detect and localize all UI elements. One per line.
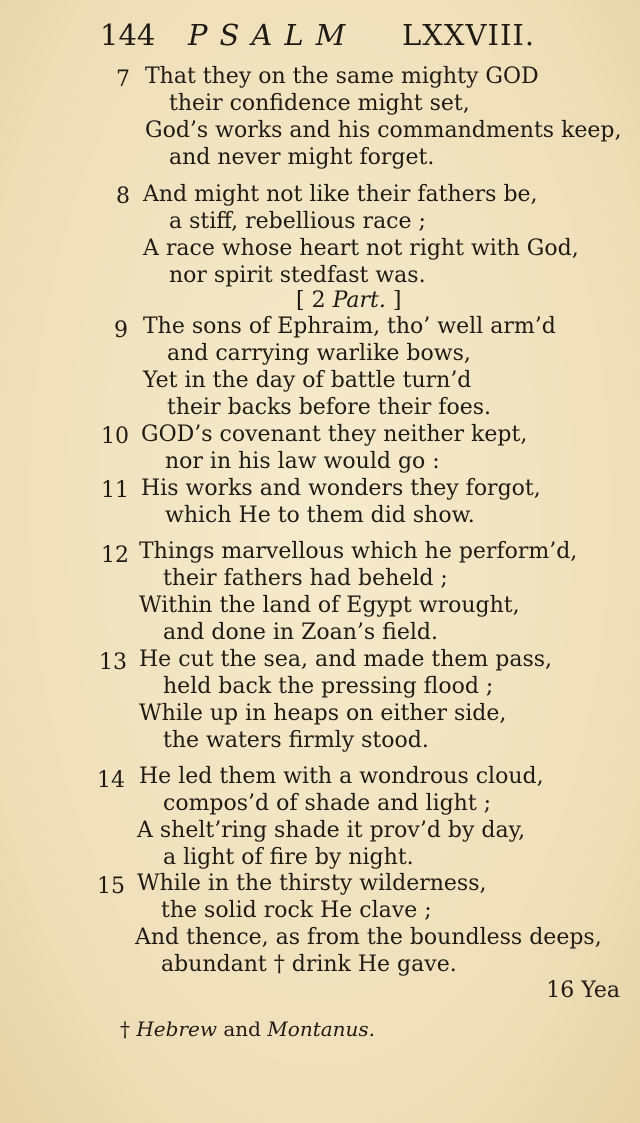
verse-number: 9 [114, 318, 128, 343]
verse-line: their backs before their foes. [167, 395, 491, 420]
part-label: Part. [332, 288, 386, 313]
verse-line: the solid rock He clave ; [161, 898, 432, 923]
part-number: 2 [311, 288, 326, 313]
verse-line: He led them with a wondrous cloud, [139, 764, 544, 789]
verse-line: a stiff, rebellious race ; [169, 209, 426, 234]
verse-line: God’s works and his commandments keep, [145, 118, 622, 143]
verse-line: Within the land of Egypt wrought, [139, 593, 520, 618]
verse-line: abundant † drink He gave. [161, 952, 457, 977]
verse-line: and carrying warlike bows, [167, 341, 471, 366]
verse-number: 10 [101, 424, 129, 449]
verse-line: and done in Zoan’s field. [163, 620, 438, 645]
verse-line: And might not like their fathers be, [143, 182, 538, 207]
page-number: 144 [100, 18, 156, 52]
verse-line: compos’d of shade and light ; [163, 791, 492, 816]
part-marker [296, 288, 401, 314]
dagger-mark: † [120, 1017, 130, 1041]
verse-line: nor in his law would go : [165, 449, 440, 474]
verse-line: While in the thirsty wilderness, [137, 871, 487, 896]
footnote [120, 1016, 375, 1042]
verse-line: While up in heaps on either side, [139, 701, 507, 726]
verse-number: 15 [97, 874, 125, 899]
footnote-source-2: Montanus. [267, 1017, 376, 1041]
verse-number: 8 [116, 184, 130, 209]
footnote-source-1: Hebrew [136, 1017, 217, 1041]
part-open-bracket: [ [296, 288, 305, 313]
verse-line: A race whose heart not right with God, [143, 236, 579, 261]
verse-line: and never might forget. [169, 145, 435, 170]
verse-line: The sons of Ephraim, tho’ well arm’d [143, 314, 556, 339]
verse-number: 11 [101, 478, 129, 503]
verse-line: their confidence might set, [169, 91, 470, 116]
verse-line: their fathers had beheld ; [163, 566, 448, 591]
verse-number: 14 [97, 768, 125, 793]
catchword: 16 Yea [546, 978, 620, 1003]
verse-line: which He to them did show. [165, 503, 475, 528]
verse-line: the waters firmly stood. [163, 728, 429, 753]
page-header [100, 18, 560, 58]
verse-line: A shelt’ring shade it prov’d by day, [137, 818, 526, 843]
footnote-conjunction: and [223, 1017, 261, 1041]
verse-line: GOD’s covenant they neither kept, [141, 422, 528, 447]
verse-line: nor spirit stedfast was. [169, 263, 426, 288]
verse-line: That they on the same mighty GOD [145, 64, 539, 89]
running-title: PSALM [188, 18, 358, 52]
verse-number: 7 [116, 67, 130, 92]
verse-line: a light of fire by night. [163, 845, 414, 870]
verse-line: He cut the sea, and made them pass, [139, 647, 553, 672]
verse-line: Things marvellous which he perform’d, [139, 539, 578, 564]
part-close-bracket: ] [392, 288, 402, 313]
verse-number: 12 [101, 543, 129, 568]
verse-line: And thence, as from the boundless deeps, [135, 925, 602, 950]
verse-line: His works and wonders they forgot, [141, 476, 541, 501]
psalm-number: LXXVIII. [402, 18, 536, 52]
verse-number: 13 [99, 650, 127, 675]
verse-line: Yet in the day of battle turn’d [143, 368, 472, 393]
verse-line: held back the pressing flood ; [163, 674, 494, 699]
